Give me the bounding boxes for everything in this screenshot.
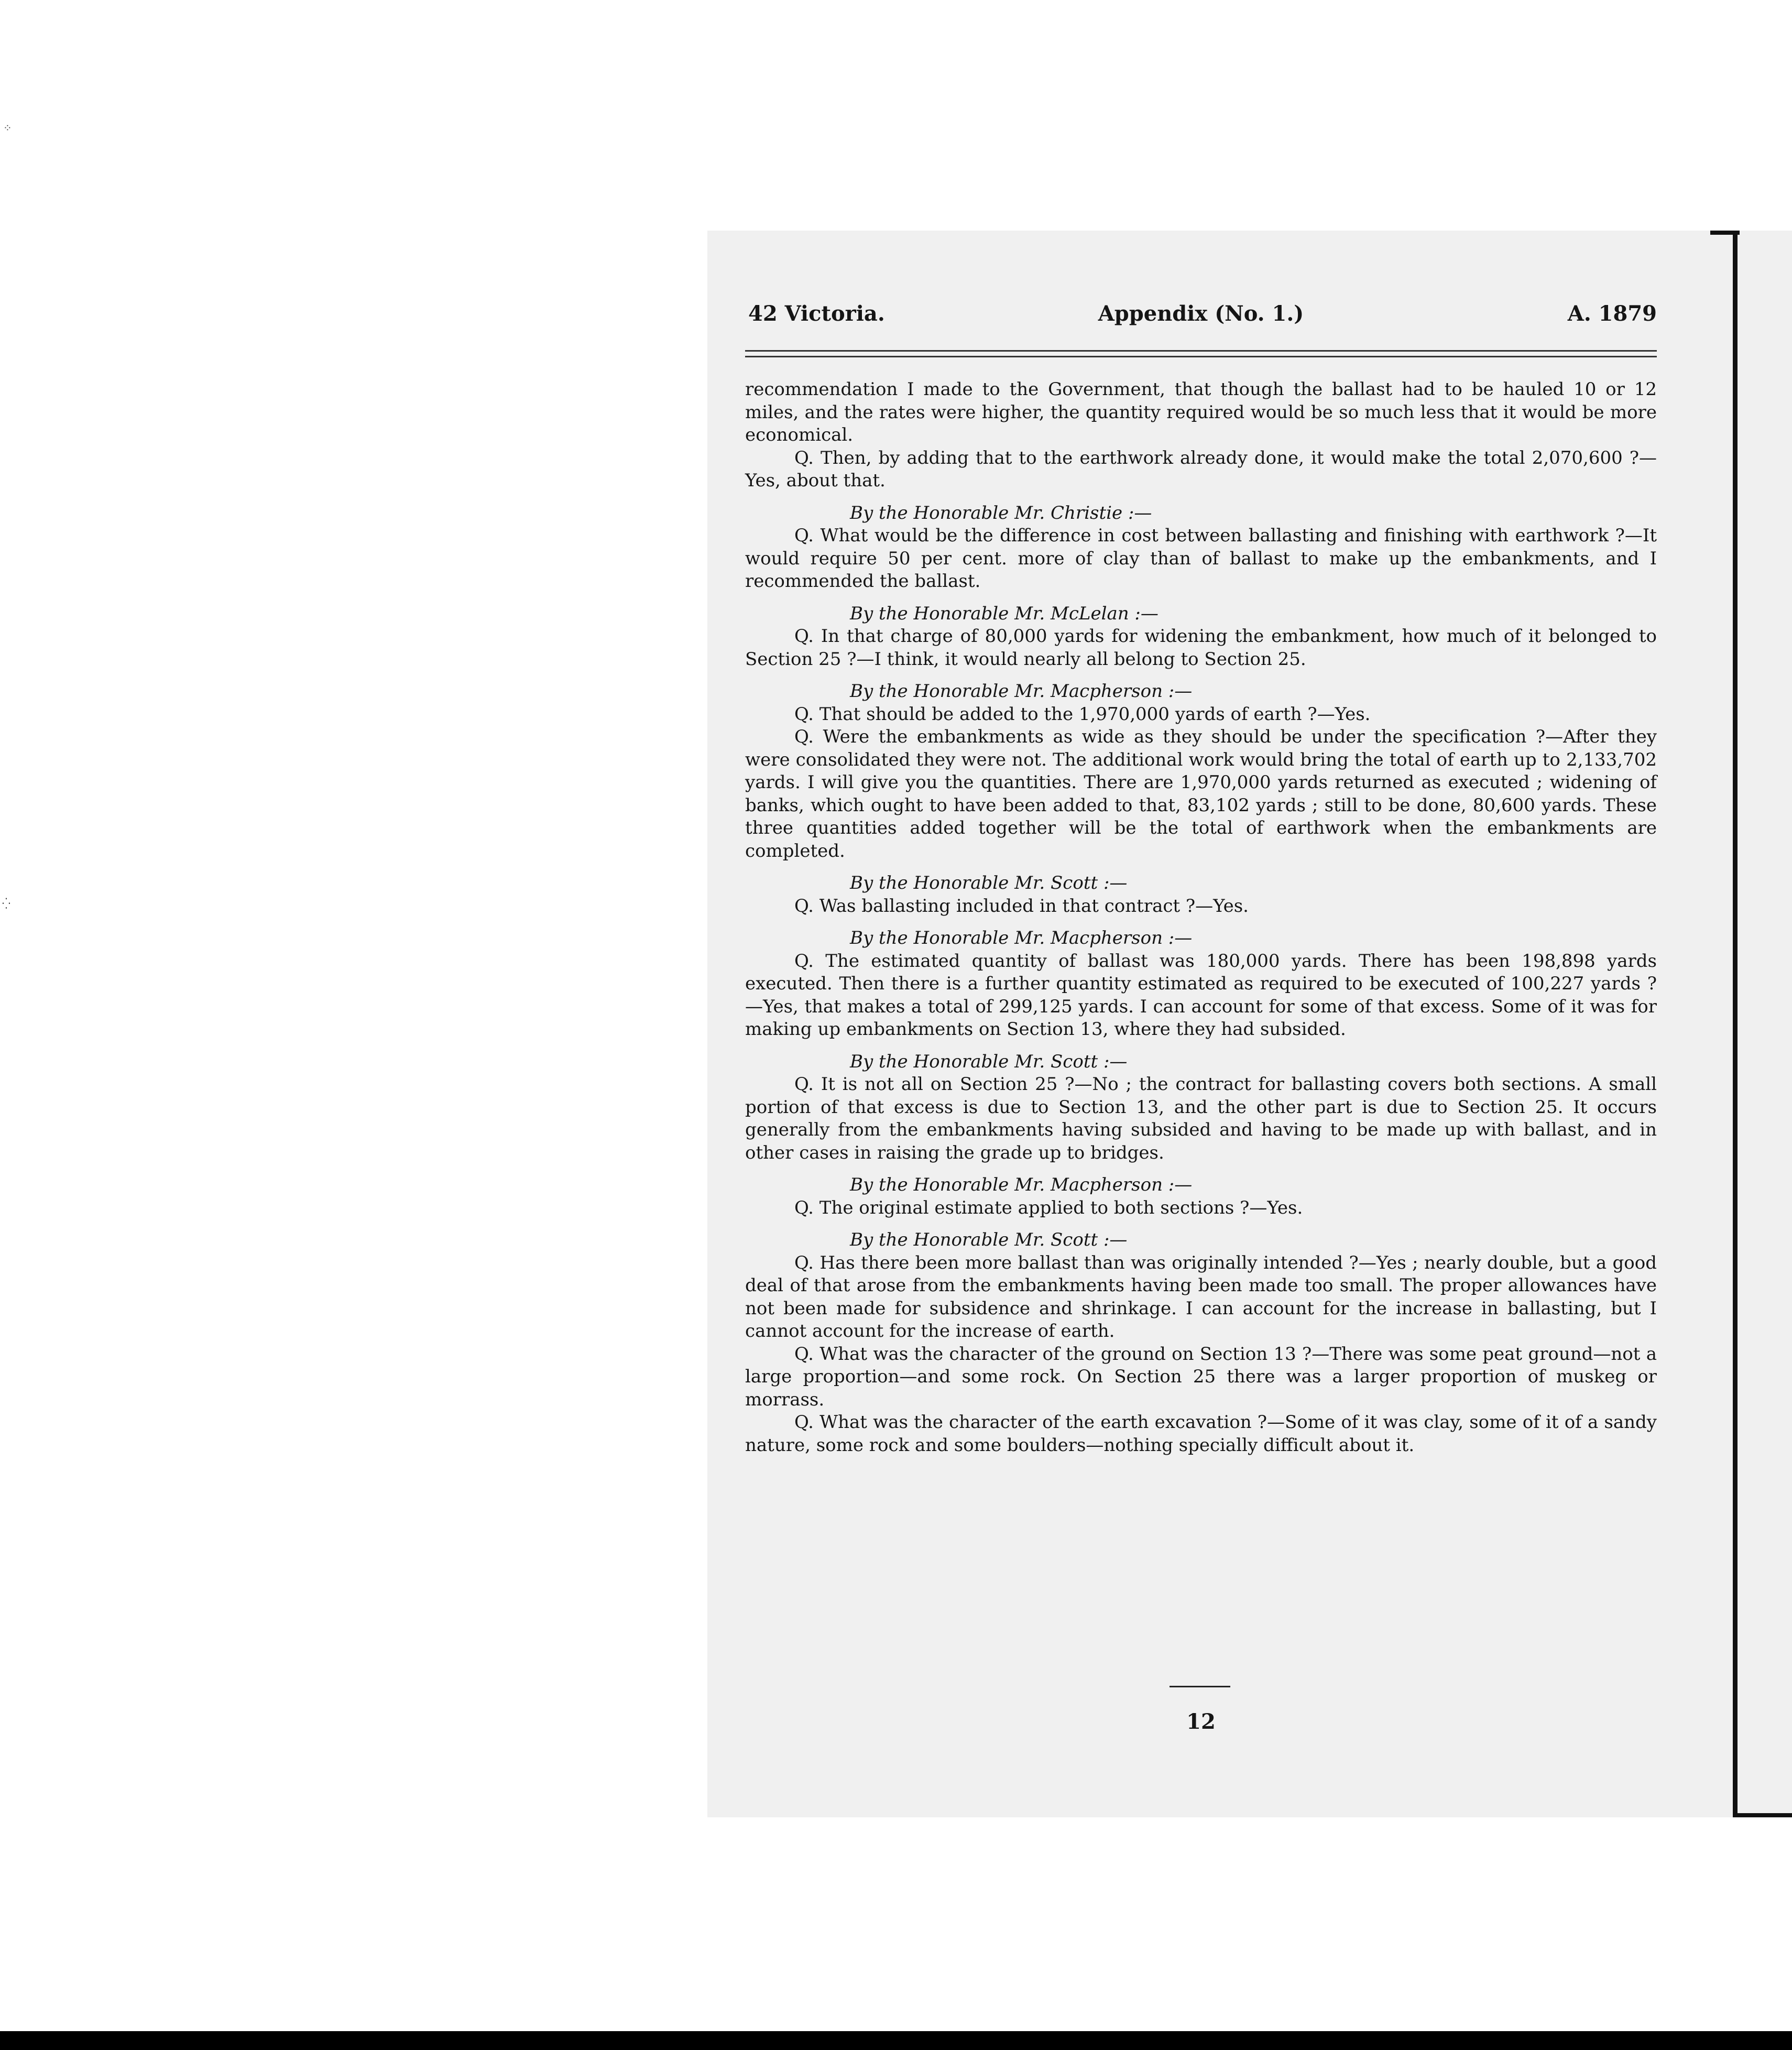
scan-speck-bottom: ⁛ bbox=[2, 897, 10, 910]
running-header bbox=[745, 301, 1657, 333]
speaker-heading: By the Honorable Mr. Macpherson :— bbox=[850, 928, 1193, 948]
page-number: 12 bbox=[1186, 1709, 1216, 1734]
question-answer: Q. What was the character of the earth excavation ?—Some of it was clay, some of it of a sandy nature, some rock and some boulders—nothing specially difficult about it. bbox=[745, 1412, 1657, 1456]
header-appendix: Appendix (No. 1.) bbox=[1098, 301, 1304, 326]
question-answer: Q. Has there been more ballast than was originally intended ?—Yes ; nearly double, but a good deal of that arose from the embankments having been made too small. The proper allowances have not been made for subsidence and shrinkage. I can account for the increase in ballasting, but I cannot account for the increase of earth. bbox=[745, 1252, 1657, 1342]
header-year: A. 1879 bbox=[1567, 301, 1657, 326]
question-answer: Q. That should be added to the 1,970,000 yards of earth ?—Yes. bbox=[794, 703, 1371, 725]
question-answer: Q. What was the character of the ground on Section 13 ?—There was some peat ground—not a large proportion—and some rock. On Section 25 there was a larger proportion of muskeg or morrass. bbox=[745, 1343, 1657, 1410]
question-answer: Q. It is not all on Section 25 ?—No ; the contract for ballasting covers both sections. A small portion of that excess is due to Section 13, and the other part is due to Section 25. It occurs generally from the embankments having subsided and having to be made up with ballast, and in other cases in raising the grade up to bridges. bbox=[745, 1074, 1657, 1163]
paragraph-continuation: recommendation I made to the Government, that though the ballast had to be hauled 10 or 12 miles, and the rates were higher, the quantity required would be so much less that it would be more economical. bbox=[745, 379, 1657, 445]
speaker-heading: By the Honorable Mr. Scott :— bbox=[850, 1229, 1128, 1250]
adjacent-page-edge-foot bbox=[1735, 1813, 1792, 1817]
adjacent-page-edge bbox=[1733, 231, 1738, 1817]
speaker-heading: By the Honorable Mr. Scott :— bbox=[850, 873, 1128, 893]
question-answer: Q. In that charge of 80,000 yards for widening the embankment, how much of it belonged to Section 25 ?—I think, it would nearly all belong to Section 25. bbox=[745, 626, 1657, 670]
speaker-heading: By the Honorable Mr. Christie :— bbox=[850, 502, 1152, 524]
question-answer: Q. Were the embankments as wide as they should be under the specification ?—After they were consolidated they were not. The additional work would bring the total of earth up to 2,133,702 yards. I will give you the quantities. There are 1,970,000 yards returned as executed ; widening of banks, which ought to have been added to that, 83,102 yards ; still to be done, 80,600 yards. These three quantities added together will be the total of earthwork when the embankments are completed. bbox=[745, 726, 1657, 862]
document-page bbox=[707, 231, 1792, 1817]
scan-speck-top: ⁘ bbox=[3, 122, 12, 134]
question-answer: Q. Was ballasting included in that contract ?—Yes. bbox=[794, 895, 1249, 917]
question-answer: Q. Then, by adding that to the earthwork already done, it would make the total 2,070,600 ?—Yes, about that. bbox=[745, 447, 1657, 491]
question-answer: Q. What would be the difference in cost between ballasting and finishing with earthwork ?—It would require 50 per cent. more of clay than of ballast to make up the embankments, and I recommended the ballast. bbox=[745, 525, 1657, 592]
speaker-heading: By the Honorable Mr. Scott :— bbox=[850, 1051, 1128, 1072]
question-answer: Q. The original estimate applied to both sections ?—Yes. bbox=[794, 1197, 1303, 1218]
question-answer: Q. The estimated quantity of ballast was 180,000 yards. There has been 198,898 yards executed. Then there is a further quantity estimated as required to be executed of 100,227 yards ?—Yes, that makes a total of 299,125 yards. I can account for some of that excess. Some of it was for making up embankments on Section 13, where they had subsided. bbox=[745, 950, 1657, 1040]
footer-rule bbox=[1170, 1686, 1230, 1687]
speaker-heading: By the Honorable Mr. Macpherson :— bbox=[850, 1174, 1193, 1195]
speaker-heading: By the Honorable Mr. McLelan :— bbox=[850, 603, 1159, 624]
testimony-text bbox=[745, 378, 1657, 1457]
header-double-rule bbox=[745, 350, 1657, 357]
header-volume: 42 Victoria. bbox=[748, 301, 885, 326]
speaker-heading: By the Honorable Mr. Macpherson :— bbox=[850, 681, 1193, 702]
